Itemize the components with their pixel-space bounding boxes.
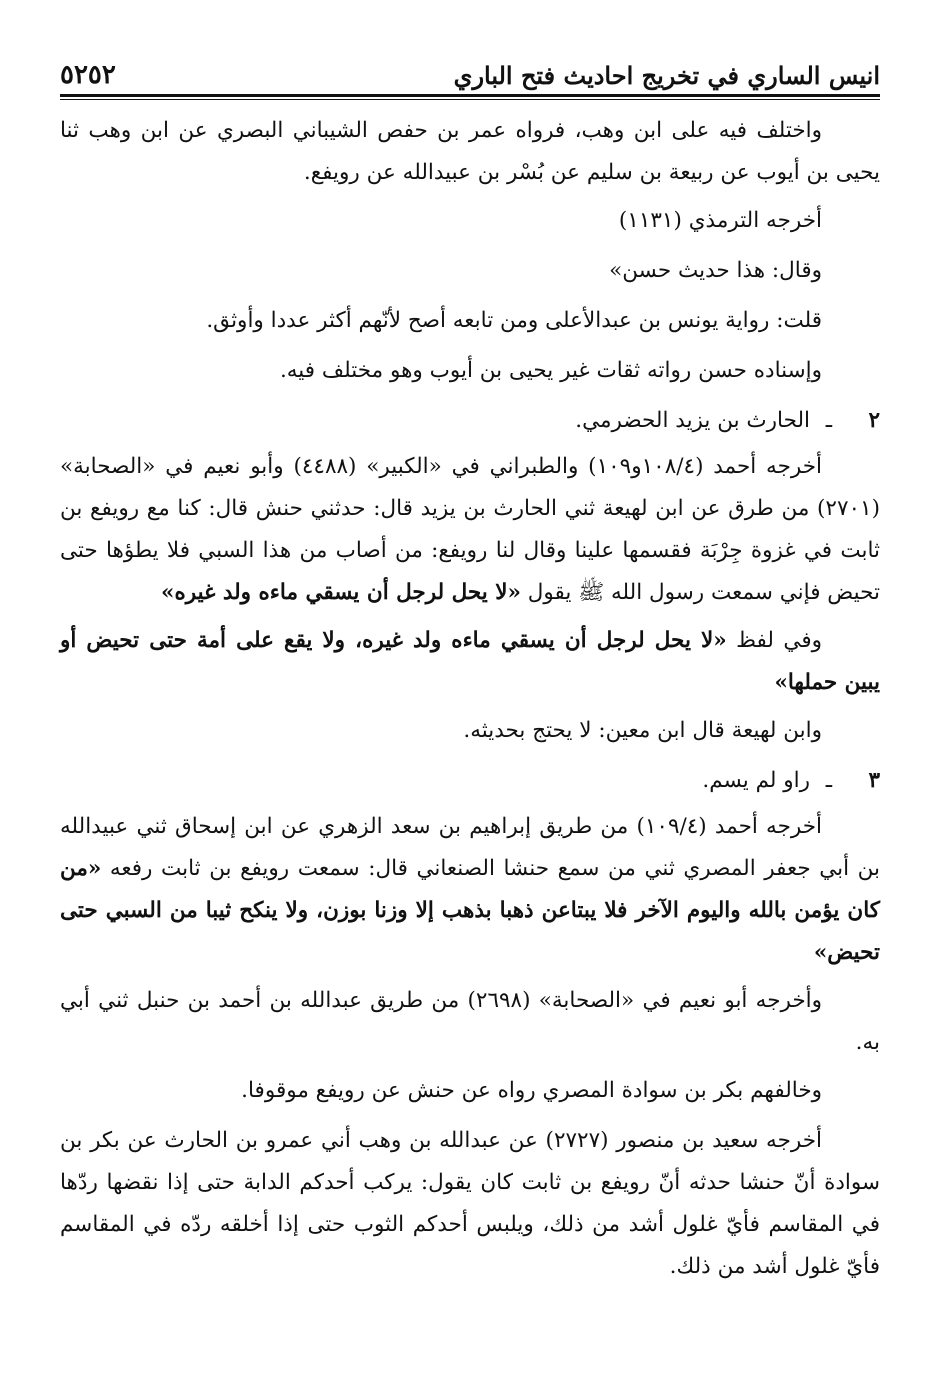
paragraph-2: أخرجه الترمذي (١١٣١) [618, 208, 822, 233]
section-dash: ـ [825, 408, 832, 433]
section-heading-3 [60, 760, 880, 802]
paragraph-3: وقال: هذا حديث حسن» [609, 258, 822, 283]
hadith-quote: «لا يحل لرجل أن يسقي ماءه ولد غيره، ولا يقع على أمة حتى تحيض أو يبين حملها» [60, 628, 880, 695]
paragraph-9 [60, 806, 880, 974]
section-number: ٢ [868, 408, 880, 433]
paragraph-6 [60, 446, 880, 614]
section-title: راو لم يسم. [702, 768, 810, 793]
header-rule [60, 94, 880, 100]
paragraph-7 [60, 620, 880, 704]
paragraph-text: وفي لفظ [726, 628, 822, 653]
page-number: ٥٢٥٢ [60, 60, 116, 90]
hadith-quote: «لا يحل لرجل أن يسقي ماءه ولد غيره» [161, 580, 521, 605]
section-number: ٣ [868, 768, 880, 793]
hadith-quote: «من كان يؤمن بالله واليوم الآخر فلا يبتاعن ذهبا بذهب إلا وزنا بوزن، ولا ينكح ثيبا من السبي حتى تحيض» [60, 856, 880, 965]
book-page [60, 40, 880, 1360]
page-body [60, 110, 880, 1288]
book-title: انيس الساري في تخريج احاديث فتح الباري [453, 61, 880, 90]
paragraph-4: قلت: رواية يونس بن عبدالأعلى ومن تابعه أصح لأنّهم أكثر عددا وأوثق. [206, 308, 822, 333]
section-dash: ـ [825, 768, 832, 793]
paragraph-12: أخرجه سعيد بن منصور (٢٧٢٧) عن عبدالله بن وهب أني عمرو بن الحارث عن بكر بن سوادة أنّ حنشا حدثه أنّ رويفع بن ثابت كان يقول: يركب أحدكم الدابة حتى إذا نقضها ردّها في المقاسم فأيّ غلول أشد من ذلك، ويلبس أحدكم الثوب حتى إذا أخلقه ردّه في المقاسم فأيّ غلول أشد من ذلك. [60, 1128, 880, 1279]
paragraph-10: وأخرجه أبو نعيم في «الصحابة» (٢٦٩٨) من طريق عبدالله بن أحمد بن حنبل ثني أبي به. [60, 988, 880, 1055]
section-heading-2 [60, 400, 880, 442]
paragraph-text: أخرجه أحمد (١٠٩/٤) من طريق إبراهيم بن سعد الزهري عن ابن إسحاق ثني عبيدالله بن أبي جعفر المصري ثني من سمع حنشا الصنعاني قال: سمعت رويفع بن ثابت رفعه [60, 814, 880, 881]
paragraph-1: واختلف فيه على ابن وهب، فرواه عمر بن حفص الشيباني البصري عن ابن وهب ثنا يحيى بن أيوب عن ربيعة بن سليم عن بُسْر بن عبيدالله عن رويفع. [60, 118, 880, 185]
paragraph-8: وابن لهيعة قال ابن معين: لا يحتج بحديثه. [463, 718, 822, 743]
running-header [60, 40, 880, 94]
paragraph-5: وإسناده حسن رواته ثقات غير يحيى بن أيوب وهو مختلف فيه. [279, 358, 822, 383]
paragraph-text: أخرجه أحمد (١٠٨/٤و١٠٩) والطبراني في «الكبير» (٤٤٨٨) وأبو نعيم في «الصحابة» (٢٧٠١) من طرق عن ابن لهيعة ثني الحارث بن يزيد قال: حدثني حنش قال: كنا مع رويفع بن ثابت في غزوة جِرْبَة فقسمها علينا وقال لنا رويفع: من أصاب من هذا السبي فلا يطؤها حتى تحيض فإني سمعت رسول الله ﷺ يقول [60, 454, 880, 605]
section-title: الحارث بن يزيد الحضرمي. [575, 408, 810, 433]
paragraph-11: وخالفهم بكر بن سوادة المصري رواه عن حنش عن رويفع موقوفا. [241, 1078, 822, 1103]
